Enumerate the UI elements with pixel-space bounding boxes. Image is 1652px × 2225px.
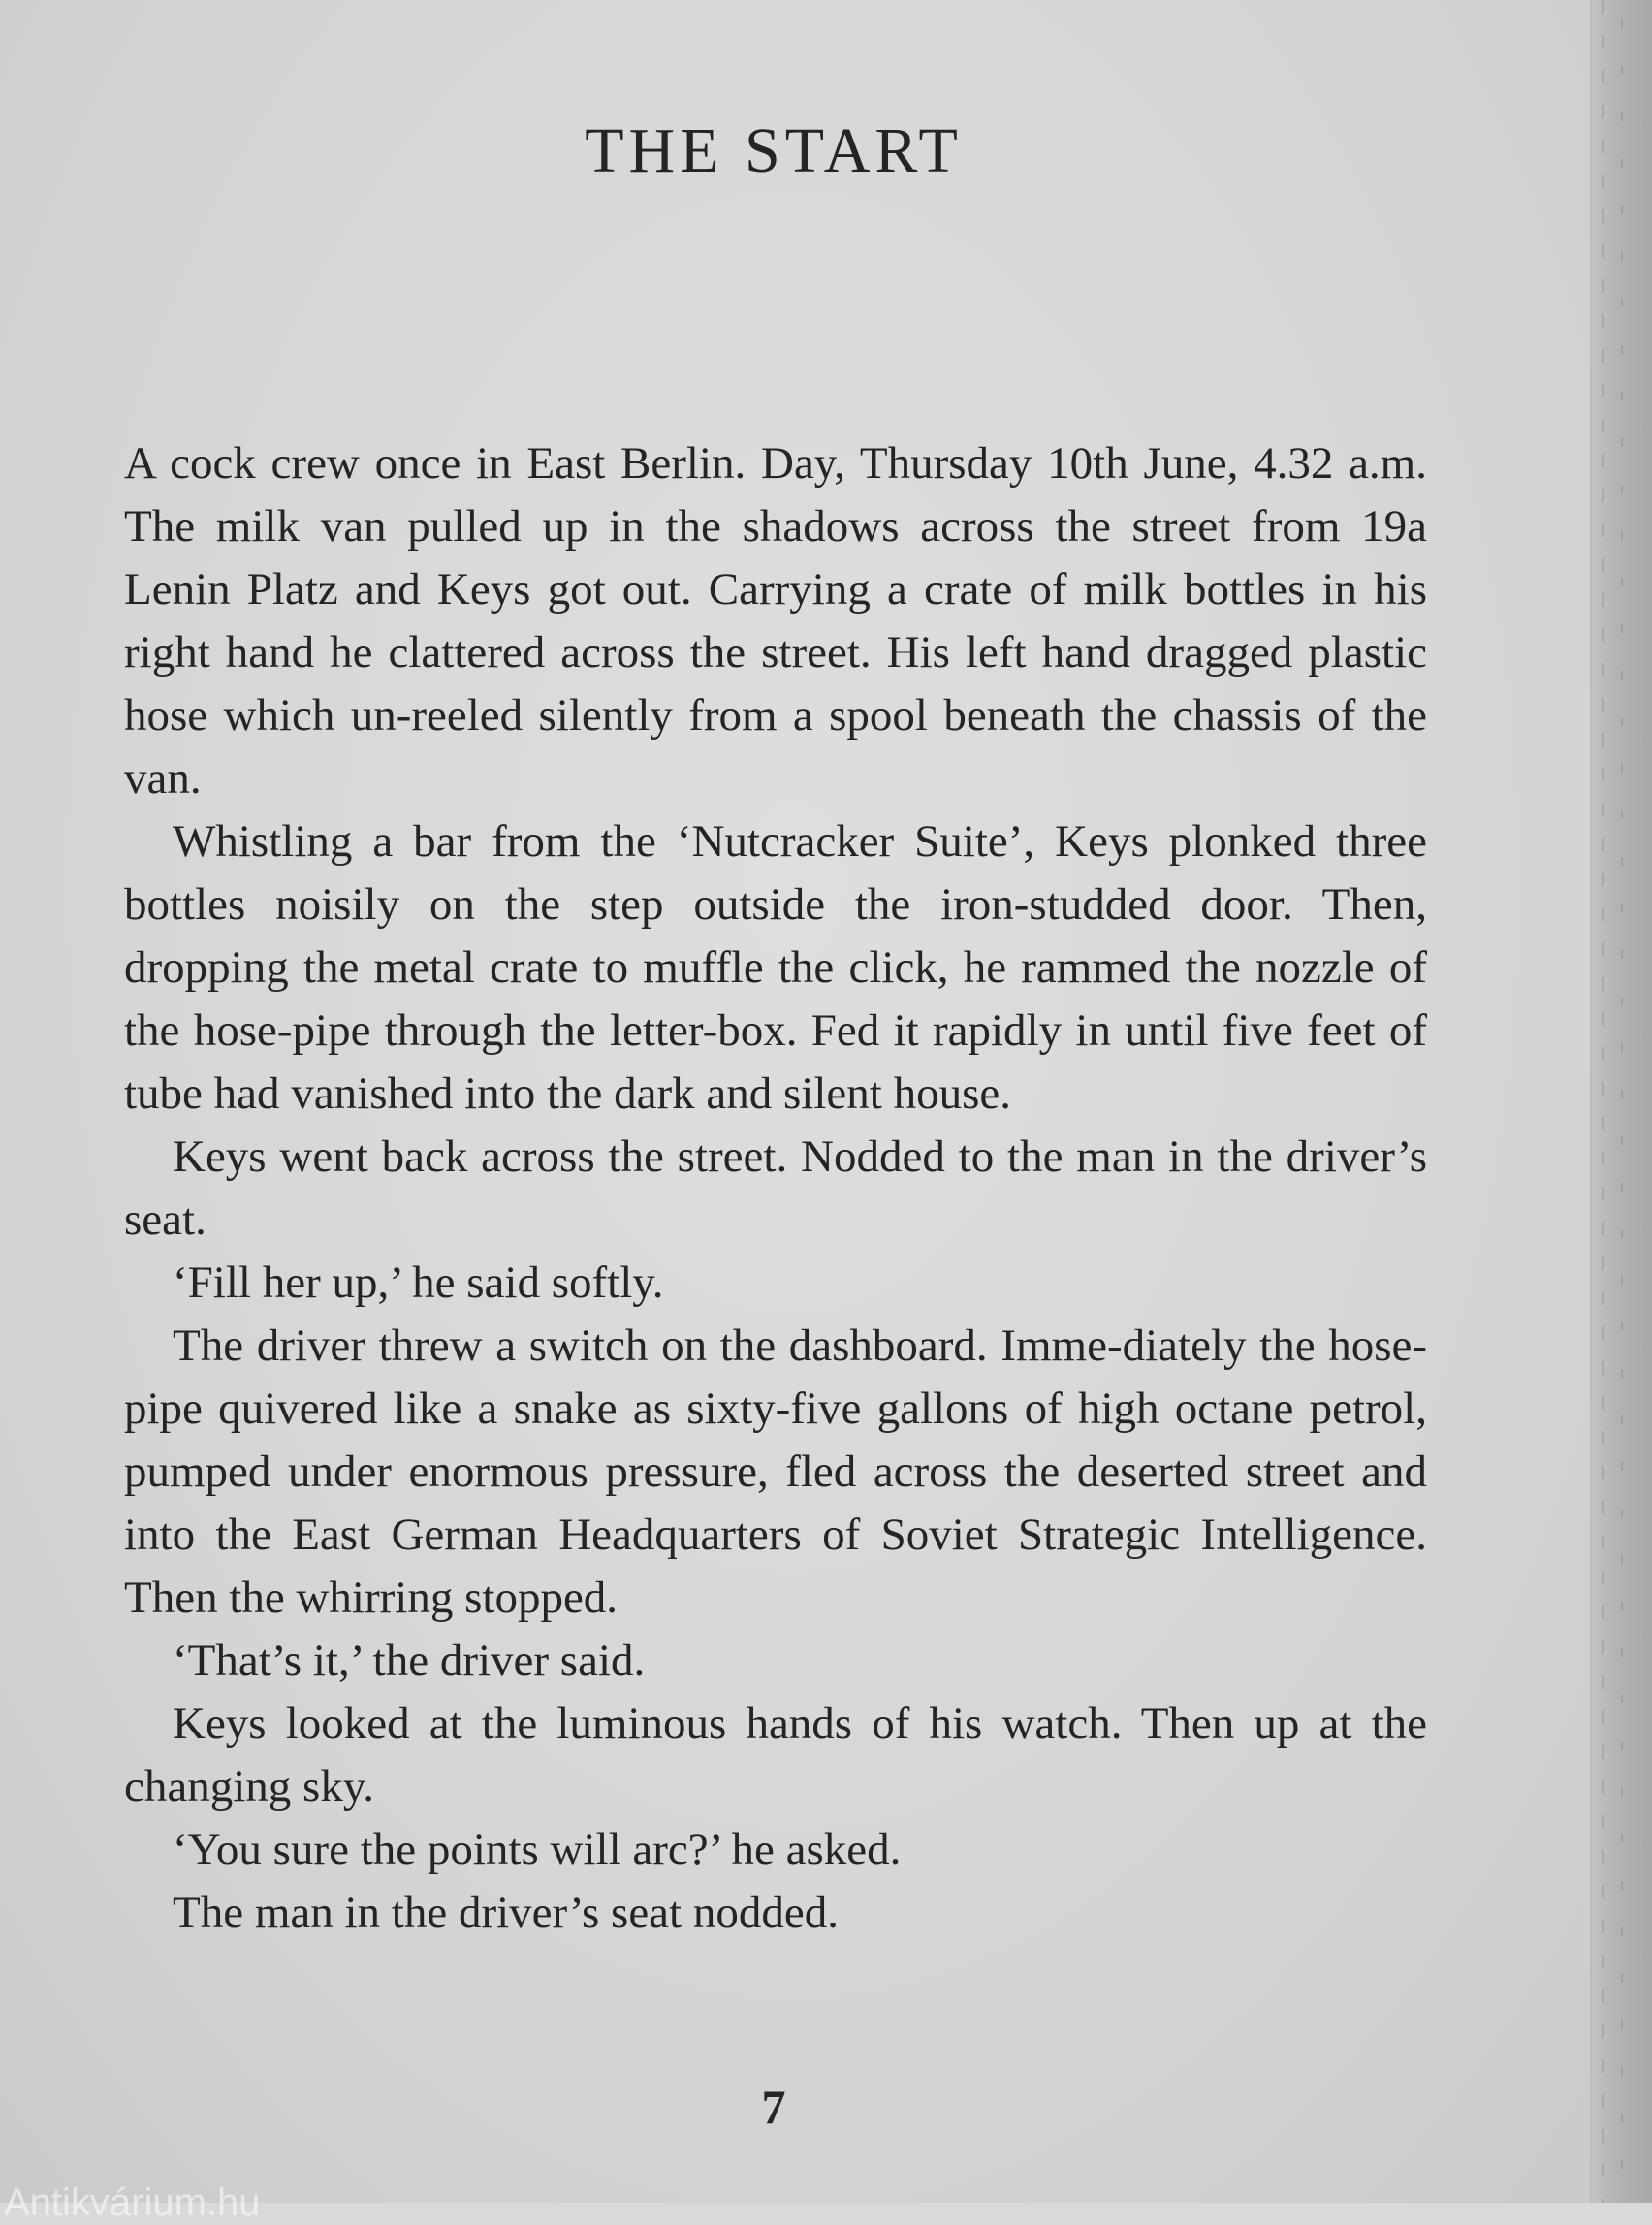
paragraph-4: ‘Fill her up,’ he said softly. bbox=[173, 1257, 664, 1308]
paragraph-2: Whistling a bar from the ‘Nutcracker Suite’, Keys plonked three bottles noisily on the step outside the iron-studded door. Then, dropping the metal crate to muffle the click, he rammed the nozzle of the hose-pipe through the letter-box. Fed it rapidly in until five feet of tube had vanished into the dark and silent house. bbox=[124, 816, 1427, 1119]
page-number: 7 bbox=[761, 2080, 786, 2134]
paragraph-8: ‘You sure the points will arc?’ he asked. bbox=[173, 1825, 902, 1875]
paragraph-7: Keys looked at the luminous hands of his watch. Then up at the changing sky. bbox=[124, 1699, 1427, 1812]
watermark: Antikvárium.hu bbox=[4, 2181, 261, 2224]
paragraph-9: The man in the driver’s seat nodded. bbox=[173, 1888, 839, 1938]
paragraph-1: A cock crew once in East Berlin. Day, Thursday 10th June, 4.32 a.m. The milk van pulled up in the shadows across the street from 19a Lenin Platz and Keys got out. Carrying a crate of milk bottles in his right hand he clattered across the street. His left hand dragged plastic hose which un-reeled silently from a spool beneath the chassis of the van. bbox=[124, 438, 1427, 804]
chapter-title: THE START bbox=[585, 115, 963, 186]
paragraph-6: ‘That’s it,’ the driver said. bbox=[173, 1636, 646, 1686]
paragraph-5: The driver threw a switch on the dashboard. Imme-diately the hose-pipe quivered like a snake as sixty-five gallons of high octane petrol, pumped under enormous pressure, fled across the deserted street and into the East German Headquarters of Soviet Strategic Intelligence. Then the whirring stopped. bbox=[124, 1320, 1427, 1623]
paragraph-3: Keys went back across the street. Nodded to the man in the driver’s seat. bbox=[124, 1131, 1427, 1245]
book-binding-edge bbox=[1590, 0, 1652, 2203]
body-text bbox=[124, 432, 1427, 1945]
